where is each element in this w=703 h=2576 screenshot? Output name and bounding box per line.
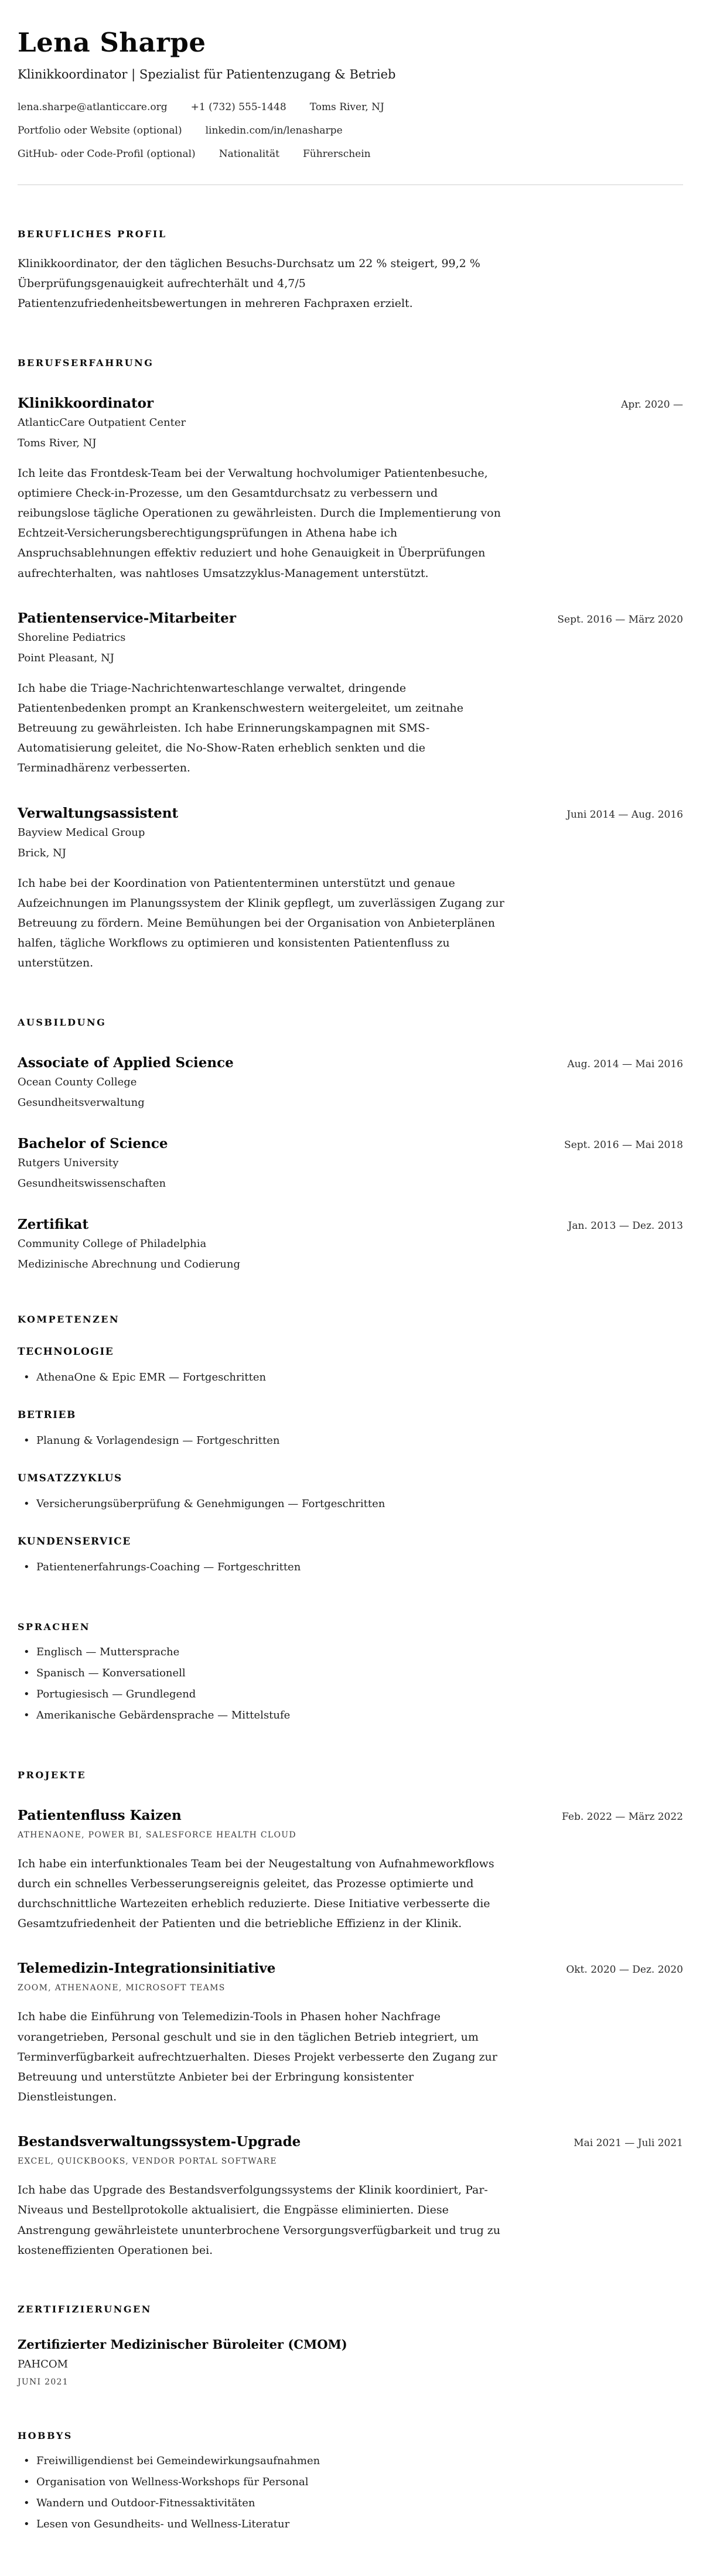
- entry-date: Apr. 2020 —: [621, 398, 683, 411]
- degree-title: Bachelor of Science: [18, 1135, 168, 1152]
- project-entry: [18, 2134, 683, 2260]
- contact-github-placeholder[interactable]: GitHub- oder Code-Profil (optional): [18, 148, 196, 160]
- school-name: Community College of Philadelphia: [18, 1237, 207, 1250]
- contact-row-3: [18, 148, 683, 160]
- project-description: Ich habe ein interfunktionales Team bei der Neugestaltung von Aufnahmeworkflows durch ein schnelles Verbesserungsereignis geleitet, das Prozesse optimierte und durchschnittliche Wartezeiten erheblich reduzierte. Diese Initiative verbesserte die Gesamtzufriedenheit der Patienten und die betriebliche Effizienz in der Klinik.: [18, 1857, 494, 1931]
- skill-list: [18, 1430, 683, 1451]
- contact-linkedin[interactable]: linkedin.com/in/lenasharpe: [205, 125, 343, 136]
- hobby-item: • Lesen von Gesundheits- und Wellness-Literatur: [18, 2514, 683, 2535]
- profile-summary: Klinikkoordinator, der den täglichen Besuchs-Durchsatz um 22 % steigert, 99,2 % Überprüfungsgenauigkeit aufrechterhält und 4,7/5 Patientenzufriedenheitsbewertungen in mehreren Fachpraxen erzielt.: [18, 257, 480, 310]
- skill-item: • Versicherungsüberprüfung & Genehmigungen — Fortgeschritten: [18, 1494, 683, 1515]
- project-tools: EXCEL, QUICKBOOKS, VENDOR PORTAL SOFTWARE: [18, 2157, 277, 2167]
- contact-email[interactable]: lena.sharpe@atlanticcare.org: [18, 101, 168, 113]
- contact-row-2: [18, 125, 683, 136]
- language-list: [18, 1642, 683, 1726]
- experience-entry: [18, 805, 683, 973]
- project-entry-head: [18, 2134, 683, 2150]
- section-hobbies: [18, 2430, 683, 2535]
- contact-phone[interactable]: +1 (732) 555-1448: [190, 101, 286, 113]
- skill-group: [18, 1473, 683, 1515]
- section-experience: [18, 357, 683, 973]
- section-heading-experience: BERUFSERFAHRUNG: [18, 357, 154, 368]
- experience-entry: [18, 395, 683, 583]
- skill-group: [18, 1409, 683, 1451]
- experience-entry-head: [18, 395, 683, 411]
- section-heading-education: AUSBILDUNG: [18, 1016, 107, 1028]
- language-item: • Englisch — Muttersprache: [18, 1642, 683, 1663]
- project-date: Mai 2021 — Juli 2021: [574, 2137, 683, 2150]
- certification-name: Zertifizierter Medizinischer Büroleiter (CMOM): [18, 2337, 347, 2352]
- entry-date: Juni 2014 — Aug. 2016: [567, 808, 683, 821]
- contact-website-placeholder[interactable]: Portfolio oder Website (optional): [18, 125, 182, 136]
- contact-info: [18, 101, 683, 160]
- project-title: Bestandsverwaltungssystem-Upgrade: [18, 2134, 301, 2150]
- entry-location: Toms River, NJ: [18, 436, 97, 449]
- entry-description: Ich habe bei der Koordination von Patiententerminen unterstützt und genaue Aufzeichnungen im Planungssystem der Klinik gepflegt, um zuverlässigen Zugang zur Betreuung zu fördern. Meine Bemühungen bei der Organisation von Anbieterplänen halfen, tägliche Workflows zu optimieren und konsistenten Patientenfluss zu unterstützen.: [18, 876, 504, 970]
- section-heading-profile: BERUFLICHES PROFIL: [18, 228, 167, 240]
- resume-header: [18, 27, 683, 185]
- skill-item: • Planung & Vorlagendesign — Fortgeschritten: [18, 1430, 683, 1451]
- language-item: • Portugiesisch — Grundlegend: [18, 1684, 683, 1705]
- experience-entry-head: [18, 805, 683, 821]
- skill-category: KUNDENSERVICE: [18, 1535, 131, 1547]
- project-description: Ich habe das Upgrade des Bestandsverfolgungssystems der Klinik koordiniert, Par-Niveaus und Bestellprotokolle aktualisiert, die Engpässe eliminierten. Diese Anstrengung gewährleistete ununterbrochene Versorgungsverfügbarkeit und trug zu kosteneffizienten Operationen bei.: [18, 2184, 501, 2257]
- hobby-item: • Freiwilligendienst bei Gemeindewirkungsaufnahmen: [18, 2451, 683, 2472]
- experience-entry-head: [18, 610, 683, 626]
- entry-date: Aug. 2014 — Mai 2016: [567, 1058, 683, 1070]
- skill-item: • Patientenerfahrungs-Coaching — Fortgeschritten: [18, 1557, 683, 1578]
- certification-issuer: PAHCOM: [18, 2358, 69, 2370]
- candidate-name: Lena Sharpe: [18, 27, 206, 58]
- entry-date: Jan. 2013 — Dez. 2013: [568, 1219, 683, 1232]
- degree-title: Associate of Applied Science: [18, 1054, 234, 1071]
- entry-company: Bayview Medical Group: [18, 826, 145, 839]
- section-projects: [18, 1769, 683, 2260]
- entry-description: Ich leite das Frontdesk-Team bei der Verwaltung hochvolumiger Patientenbesuche, optimiere Check-in-Prozesse, um den Gesamtdurchsatz zu verbessern und reibungslose tägliche Operationen zu gewährleisten. Durch die Implementierung von Echtzeit-Versicherungsberechtigungsprüfungen in Athena habe ich Anspruchsablehnungen effektiv reduziert und hohe Genauigkeit in Überprüfungen aufrechterhalten, was nahtloses Umsatzzyklus-Management unterstützt.: [18, 466, 501, 580]
- language-item: • Amerikanische Gebärdensprache — Mittelstufe: [18, 1705, 683, 1726]
- section-skills: [18, 1314, 683, 1578]
- project-tools: ATHENAONE, POWER BI, SALESFORCE HEALTH CLOUD: [18, 1830, 296, 1840]
- project-description: Ich habe die Einführung von Telemedizin-Tools in Phasen hoher Nachfrage vorangetrieben, Personal geschult und sie in den täglichen Betrieb integriert, um Terminverfügbarkeit aufrechtzuerhalten. Dieses Projekt verbesserte den Zugang zur Betreuung und unterstützte Anbieter bei der Erbringung konsistenter Dienstleistungen.: [18, 2010, 497, 2104]
- degree-title: Zertifikat: [18, 1216, 89, 1232]
- skill-list: [18, 1494, 683, 1515]
- language-item: • Spanisch — Konversationell: [18, 1663, 683, 1684]
- education-entry: [18, 1217, 683, 1270]
- experience-entry: [18, 610, 683, 778]
- field-of-study: Gesundheitswissenschaften: [18, 1177, 166, 1190]
- hobby-item: • Wandern und Outdoor-Fitnessaktivitäten: [18, 2493, 683, 2514]
- entry-description: Ich habe die Triage-Nachrichtenwarteschlange verwaltet, dringende Patientenbedenken prompt an Krankenschwestern weitergeleitet, um zeitnahe Betreuung zu gewährleisten. Ich habe Erinnerungskampagnen mit SMS-Automatisierung geleitet, die No-Show-Raten erheblich senkten und die Terminadhärenz verbesserten.: [18, 681, 464, 775]
- school-name: Rutgers University: [18, 1156, 119, 1169]
- entry-title: Patientenservice-Mitarbeiter: [18, 610, 236, 626]
- section-profile: [18, 228, 683, 314]
- section-heading-certifications: ZERTIFIZIERUNGEN: [18, 2304, 152, 2315]
- section-education: [18, 1017, 683, 1270]
- skill-category: TECHNOLOGIE: [18, 1345, 114, 1358]
- project-title: Telemedizin-Integrationsinitiative: [18, 1960, 276, 1977]
- entry-company: Shoreline Pediatrics: [18, 631, 126, 644]
- project-entry: [18, 1960, 683, 2107]
- project-entry: [18, 1808, 683, 1934]
- candidate-job-title: Klinikkoordinator | Spezialist für Patientenzugang & Betrieb: [18, 67, 396, 81]
- section-heading-hobbies: HOBBYS: [18, 2430, 73, 2441]
- education-entry-head: [18, 1055, 683, 1071]
- entry-date: Sept. 2016 — März 2020: [557, 613, 683, 626]
- project-date: Feb. 2022 — März 2022: [562, 1810, 683, 1823]
- certification-date: JUNI 2021: [18, 2377, 69, 2387]
- section-heading-projects: PROJEKTE: [18, 1769, 87, 1781]
- skill-category: BETRIEB: [18, 1409, 76, 1421]
- project-entry-head: [18, 1960, 683, 1976]
- contact-location[interactable]: Toms River, NJ: [309, 101, 384, 113]
- entry-date: Sept. 2016 — Mai 2018: [564, 1139, 683, 1151]
- skill-category: UMSATZZYKLUS: [18, 1472, 122, 1484]
- skill-list: [18, 1557, 683, 1578]
- certification-entry: [18, 2337, 683, 2387]
- section-heading-skills: KOMPETENZEN: [18, 1313, 120, 1325]
- skill-list: [18, 1367, 683, 1388]
- project-date: Okt. 2020 — Dez. 2020: [566, 1964, 683, 1976]
- contact-drivers-license-placeholder[interactable]: Führerschein: [302, 148, 371, 160]
- contact-nationality-placeholder[interactable]: Nationalität: [219, 148, 279, 160]
- entry-title: Klinikkoordinator: [18, 395, 154, 411]
- field-of-study: Medizinische Abrechnung und Codierung: [18, 1258, 240, 1270]
- school-name: Ocean County College: [18, 1075, 137, 1088]
- project-title: Patientenfluss Kaizen: [18, 1807, 182, 1823]
- section-languages: [18, 1621, 683, 1726]
- hobby-list: [18, 2451, 683, 2535]
- education-entry: [18, 1136, 683, 1190]
- skill-item: • AthenaOne & Epic EMR — Fortgeschritten: [18, 1367, 683, 1388]
- skill-group: [18, 1346, 683, 1388]
- entry-location: Point Pleasant, NJ: [18, 651, 114, 664]
- contact-row-1: [18, 101, 683, 113]
- field-of-study: Gesundheitsverwaltung: [18, 1096, 145, 1109]
- education-entry: [18, 1055, 683, 1109]
- section-certifications: [18, 2304, 683, 2387]
- hobby-item: • Organisation von Wellness-Workshops für Personal: [18, 2472, 683, 2493]
- entry-location: Brick, NJ: [18, 846, 66, 859]
- entry-title: Verwaltungsassistent: [18, 805, 179, 821]
- skill-group: [18, 1536, 683, 1578]
- project-entry-head: [18, 1808, 683, 1823]
- project-tools: ZOOM, ATHENAONE, MICROSOFT TEAMS: [18, 1983, 226, 1993]
- education-entry-head: [18, 1217, 683, 1232]
- education-entry-head: [18, 1136, 683, 1152]
- section-heading-languages: SPRACHEN: [18, 1621, 90, 1632]
- entry-company: AtlanticCare Outpatient Center: [18, 416, 186, 429]
